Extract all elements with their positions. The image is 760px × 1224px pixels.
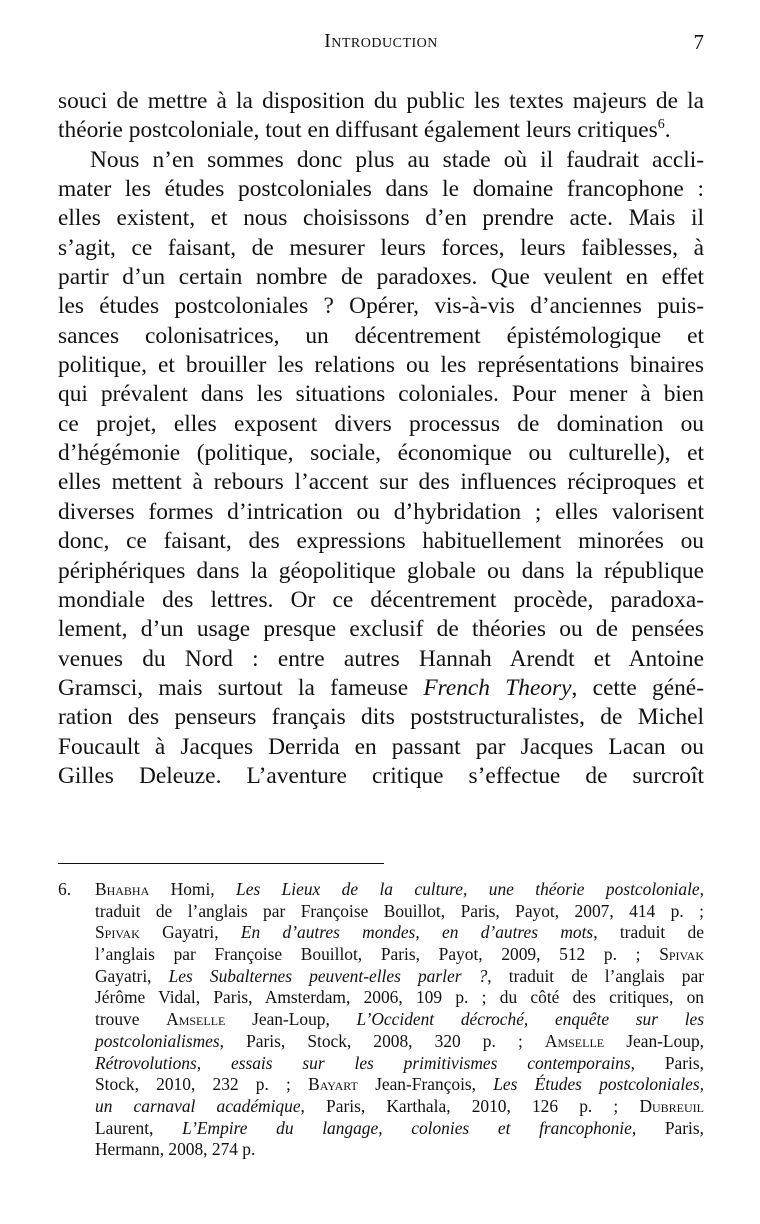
footnote-text: , traduit de l’anglais par <box>487 965 705 986</box>
body-line: partir d’un certain nombre de paradoxes. Que veulent en effet <box>58 264 704 291</box>
footnote-line <box>95 966 704 988</box>
body-line: mondiale des lettres. Or ce décentrement procède, paradoxa- <box>58 586 704 613</box>
page-number: 7 <box>693 30 704 54</box>
author-name: Spivak <box>659 944 704 965</box>
book-title: Rétrovolutions, essais sur les primitivismes contemporains <box>95 1052 631 1073</box>
book-title: L’Occident décroché, enquête sur les <box>356 1009 705 1030</box>
footnote-line <box>95 1074 704 1096</box>
book-title: Les Subalternes peuvent-elles parler ? <box>168 965 488 986</box>
footnote-reference[interactable]: 6 <box>657 117 665 133</box>
footnote-text: Gayatri, <box>95 965 169 986</box>
body-line: lement, d’un usage presque exclusif de théories ou de pensées <box>58 616 704 643</box>
body-line <box>58 116 704 145</box>
footnote-text: , Paris, Karthala, 2010, 126 p. ; <box>300 1095 640 1116</box>
footnote-text: Jean-Loup, <box>225 1009 357 1030</box>
footnote-text: , Paris, <box>630 1052 704 1073</box>
body-line: d’hégémonie (politique, sociale, économique ou culturelle), et <box>58 440 704 467</box>
book-title: En d’autres mondes, en d’autres mots <box>240 922 594 943</box>
footnote-line: traduit de l’anglais par Françoise Bouillot, Paris, Payot, 2007, 414 p. ; <box>95 900 704 921</box>
running-title: Introduction <box>324 30 438 52</box>
footnote-text: Jean-François, <box>357 1074 494 1095</box>
body-line: elles existent, et nous choisissons d’en prendre acte. Mais il <box>58 205 704 232</box>
author-name: Amselle <box>166 1009 226 1030</box>
footnote-separator <box>58 863 384 864</box>
footnote-text: , Paris, Stock, 2008, 320 p. ; <box>219 1030 545 1051</box>
body-line: mater les études postcoloniales dans le domaine francophone : <box>58 176 704 203</box>
footnote-line <box>95 1031 704 1053</box>
footnote-text: Homi, <box>149 879 237 899</box>
footnote-line <box>95 1053 704 1075</box>
footnote-text: , <box>699 879 704 899</box>
footnote-text: trouve <box>95 1009 167 1030</box>
body-line: diverses formes d’intrication ou d’hybridation ; elles valorisent <box>58 498 704 525</box>
footnote <box>58 879 704 1161</box>
author-name: Spivak <box>95 922 140 943</box>
body-line: venues du Nord : entre autres Hannah Arendt et Antoine <box>58 645 704 672</box>
french-theory-title: French Theory <box>423 674 572 701</box>
body-line: s’agit, ce faisant, de mesurer leurs forces, leurs faiblesses, à <box>58 234 704 261</box>
body-line: qui prévalent dans les situations coloniales. Pour mener à bien <box>58 381 704 408</box>
body-line: souci de mettre à la disposition du public les textes majeurs de la <box>58 88 704 114</box>
body-line: les études postcoloniales ? Opérer, vis-à-vis d’anciennes puis- <box>58 293 704 320</box>
footnote-line: Hermann, 2008, 274 p. <box>95 1139 256 1160</box>
book-title: postcolonialismes <box>95 1030 220 1051</box>
body-line: ration des penseurs français dits poststructuralistes, de Michel <box>58 704 704 731</box>
footnote-text: Jean-Loup, <box>604 1030 704 1051</box>
body-line: politique, et brouiller les relations ou les représentations binaires <box>58 352 704 379</box>
body-line: Gilles Deleuze. L’aventure critique s’effectue de surcroît <box>58 762 704 789</box>
body-line <box>58 674 704 703</box>
footnote-line <box>95 1009 704 1031</box>
footnote-line: Jérôme Vidal, Paris, Amsterdam, 2006, 109 p. ; du côté des critiques, on <box>95 987 704 1008</box>
body-text <box>58 87 704 791</box>
book-title: Les Lieux de la culture, une théorie postcoloniale <box>236 879 700 899</box>
author-name: Dubreuil <box>639 1095 704 1116</box>
book-title: un carnaval académique <box>95 1095 301 1116</box>
footnote-text: , Paris, <box>631 1117 704 1138</box>
footnote-line <box>95 1096 704 1118</box>
body-line: sances colonisatrices, un décentrement épistémologique et <box>58 322 704 349</box>
body-line: ce projet, elles exposent divers processus de domination ou <box>58 410 704 437</box>
book-title: Les Études postcoloniales, <box>493 1074 704 1095</box>
footnote-body <box>95 879 704 1161</box>
footnote-line <box>95 879 704 901</box>
footnote-line <box>95 922 704 944</box>
footnote-number: 6. <box>58 879 72 899</box>
footnote-line <box>95 944 704 966</box>
book-title: L’Empire du langage, colonies et francophonie <box>182 1117 632 1138</box>
footnote-text: Gayatri, <box>139 922 241 943</box>
body-line-text: théorie postcoloniale, tout en diffusant également leurs critiques <box>58 117 658 144</box>
footnote-text: l’anglais par Françoise Bouillot, Paris, Payot, 2009, 512 p. ; <box>95 944 660 965</box>
body-line: Nous n’en sommes donc plus au stade où il faudrait accli- <box>90 146 704 173</box>
footnote-text: Stock, 2010, 232 p. ; <box>95 1074 309 1095</box>
body-line: périphériques dans la géopolitique globale ou dans la république <box>58 557 704 584</box>
sentence-period: . <box>664 117 671 144</box>
author-name: Amselle <box>544 1030 605 1051</box>
footnote-text: Laurent, <box>95 1117 183 1138</box>
running-head <box>58 30 704 60</box>
body-line-text: , cette géné- <box>571 674 704 701</box>
footnote-text: , traduit de <box>593 922 704 943</box>
body-line: donc, ce faisant, des expressions habituellement minorées ou <box>58 528 704 555</box>
body-line-text: Gramsci, mais surtout la fameuse <box>58 674 424 701</box>
body-line: elles mettent à rebours l’accent sur des influences réciproques et <box>58 469 704 496</box>
footnote-line <box>95 1118 704 1140</box>
author-name: Bhabha <box>95 879 150 899</box>
author-name: Bayart <box>308 1074 358 1095</box>
body-line: Foucault à Jacques Derrida en passant par Jacques Lacan ou <box>58 733 704 760</box>
